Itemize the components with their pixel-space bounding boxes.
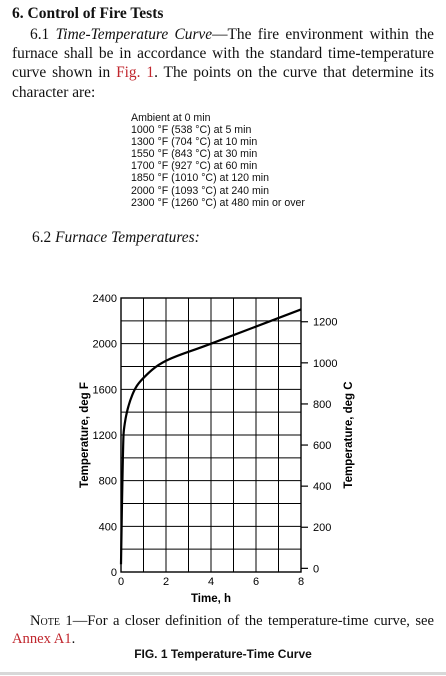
y2-tick-label: 200 xyxy=(313,522,332,535)
y2-tick-label: 0 xyxy=(313,563,320,576)
y2-tick-label: 400 xyxy=(313,481,332,494)
x-tick-label: 0 xyxy=(117,576,125,588)
y-axis-title: Temperature, deg F xyxy=(79,382,91,488)
paragraph-title: Time-Temperature Curve xyxy=(55,26,213,43)
figure-caption: FIG. 1 Temperature-Time Curve xyxy=(134,647,312,661)
figure-link[interactable]: Fig. 1 xyxy=(116,64,155,82)
curve-point: 2300 °F (1260 °C) at 480 min or over xyxy=(131,196,305,209)
y-tick-label: 1600 xyxy=(92,384,117,397)
y-tick-label: 400 xyxy=(98,521,117,534)
y2-tick-label: 600 xyxy=(313,440,332,453)
curve-point: 1000 °F (538 °C) at 5 min xyxy=(131,124,252,137)
annex-link[interactable]: Annex A1 xyxy=(12,631,72,647)
paragraph-text-end: . The points on the curve that determine its character are: xyxy=(12,64,434,101)
y2-tick-label: 1200 xyxy=(313,316,338,329)
x-axis-title: Time, h xyxy=(190,593,232,605)
curve-point: 2000 °F (1093 °C) at 240 min xyxy=(131,184,270,197)
paragraph-6-1 xyxy=(12,25,434,102)
x-tick-label: 4 xyxy=(207,576,215,588)
x-tick-label: 8 xyxy=(297,576,305,588)
y-tick-label: 2000 xyxy=(92,338,117,351)
section-heading: 6. Control of Fire Tests xyxy=(12,5,164,22)
y-tick-label: 0 xyxy=(110,567,117,579)
y2-tick-label: 1000 xyxy=(313,357,338,370)
note-end: . xyxy=(71,631,76,647)
paragraph-number: 6.2 xyxy=(32,229,52,246)
y-tick-label: 800 xyxy=(98,475,117,488)
y2-tick-label: 800 xyxy=(313,398,332,411)
curve-point: 1550 °F (843 °C) at 30 min xyxy=(131,148,258,161)
note-dash: — xyxy=(72,613,88,629)
page-bottom-rule xyxy=(0,672,446,675)
y2-axis-title: Temperature, deg C xyxy=(343,381,355,489)
curve-point: 1700 °F (927 °C) at 60 min xyxy=(131,160,258,173)
y-tick-label: 2400 xyxy=(92,293,117,305)
curve-point: Ambient at 0 min xyxy=(131,112,211,124)
y-tick-label: 1200 xyxy=(92,430,117,442)
x-tick-label: 6 xyxy=(252,576,260,588)
x-tick-label: 2 xyxy=(162,576,170,588)
title-dash: — xyxy=(212,26,228,43)
curve-points-list xyxy=(131,112,305,209)
note-text: For a closer definition of the temperature-time curve, see xyxy=(87,613,434,629)
paragraph-text: The fire environment within the furnace shall be in accordance with the standard time-temperature curve shown in xyxy=(12,26,434,82)
note-label: Note 1 xyxy=(30,613,73,629)
paragraph-number: 6.1 xyxy=(30,26,50,43)
paragraph-6-2 xyxy=(32,229,200,247)
temperature-time-chart xyxy=(0,280,446,612)
curve-point: 1850 °F (1010 °C) at 120 min xyxy=(131,172,270,185)
paragraph-title: Furnace Temperatures: xyxy=(55,229,200,246)
note-1 xyxy=(12,612,434,648)
curve-point: 1300 °F (704 °C) at 10 min xyxy=(131,136,258,149)
